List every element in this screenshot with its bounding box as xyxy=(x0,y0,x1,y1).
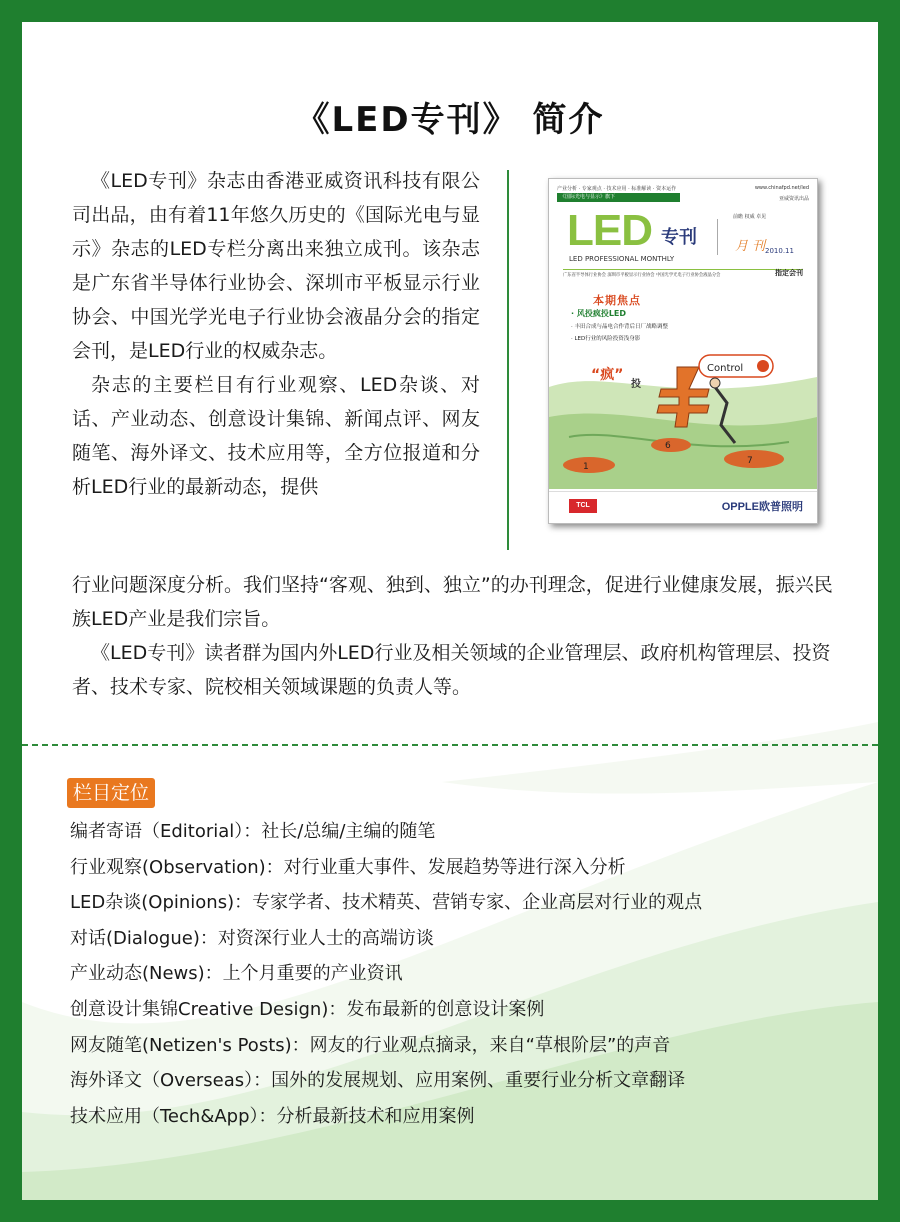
cover-date: 2010.11 xyxy=(765,247,794,255)
cover-logo-kan: 专刊 xyxy=(661,227,697,248)
section-label: 栏目定位 xyxy=(67,778,155,808)
cover-art-word-1: “疯” xyxy=(591,367,624,383)
column-item: 行业观察(Observation)：对行业重大事件、发展趋势等进行深入分析 xyxy=(70,856,626,878)
svg-text:7: 7 xyxy=(747,456,753,466)
cover-logo-led: LED xyxy=(567,206,652,255)
column-item: 技术应用（Tech&App）：分析最新技术和应用案例 xyxy=(70,1105,475,1127)
cover-brand-opple: OPPLE欧普照明 xyxy=(721,501,803,513)
cover-bottom-bar xyxy=(549,491,817,524)
cover-focus-title: 本期焦点 xyxy=(593,294,641,307)
column-item: 产业动态(News)：上个月重要的产业资讯 xyxy=(70,963,403,985)
cover-logo-subtitle: LED PROFESSIONAL MONTHLY xyxy=(569,255,675,263)
cover-headline-3: · LED行业的风险投资浅身影 xyxy=(571,336,641,342)
intro-text xyxy=(72,164,480,504)
continued-paragraph: 行业问题深度分析。我们坚持“客观、独到、独立”的办刊理念，促进行业健康发展，振兴民族LED产业是我们宗旨。 xyxy=(72,574,833,630)
column-item: 海外译文（Overseas）：国外的发展规划、应用案例、重要行业分析文章翻译 xyxy=(70,1070,686,1092)
dashed-divider xyxy=(22,744,878,746)
cover-art-word-2: 投 xyxy=(631,379,641,390)
column-item: 创意设计集锦Creative Design)：发布最新的创意设计案例 xyxy=(70,998,545,1020)
cover-headline-2: · 丰田合成与晶电合作背后日厂战略调整 xyxy=(571,324,668,330)
full-width-text xyxy=(72,568,842,704)
cover-tags: 前瞻 权威 卓见 xyxy=(733,214,767,220)
cover-site: www.chinafpd.net/led xyxy=(754,185,809,191)
column-item: LED杂谈(Opinions)：专家学者、技术精英、营销专家、企业高层对行业的观点 xyxy=(70,892,703,914)
readers-paragraph: 《LED专刊》读者群为国内外LED行业及相关领域的企业管理层、政府机构管理层、投资者、技术专家、院校相关领域课题的负责人等。 xyxy=(72,642,831,698)
cover-top-bar: 《国际光电与显示》旗下 xyxy=(557,193,680,202)
intro-paragraph-1: 《LED专刊》杂志由香港亚威资讯科技有限公司出品，由有着11年悠久历史的《国际光电与显示》杂志的LED专栏分离出来独立成刊。该杂志是广东省半导体行业协会、深圳市平板显示行业协会、中国光学光电子行业协会液晶分会的指定会刊，是LED行业的权威杂志。 xyxy=(72,170,480,362)
cover-illustration xyxy=(549,347,817,489)
cover-month: 月 刊 xyxy=(735,239,766,254)
cover-brand-tcl: TCL xyxy=(569,499,597,513)
divider-vertical xyxy=(507,170,509,550)
column-item: 网友随笔(Netizen's Posts)：网友的行业观点摘录，来自“草根阶层”的声音 xyxy=(70,1034,671,1056)
cover-divider xyxy=(717,219,718,255)
column-item: 编者寄语（Editorial）：社长/总编/主编的随笔 xyxy=(70,821,436,842)
intro-paragraph-2: 杂志的主要栏目有行业观察、LED杂谈、对话、产业动态、创意设计集锦、新闻点评、网友随笔、海外译文、技术应用等，全方位报道和分析LED行业的最新动态，提供 xyxy=(72,374,480,498)
column-list xyxy=(70,814,860,1134)
cover-publisher: 亚威资讯出品 xyxy=(778,196,809,202)
page-title: 《LED专刊》 简介 xyxy=(295,100,605,140)
svg-text:6: 6 xyxy=(665,441,671,451)
page-frame xyxy=(22,22,878,1200)
cover-headline-1: · 风投疯投LED xyxy=(571,309,627,318)
column-item: 对话(Dialogue)：对资深行业人士的高端访谈 xyxy=(70,927,434,949)
cover-art-control: Control xyxy=(707,363,744,374)
cover-designated: 指定会刊 xyxy=(775,269,803,277)
svg-text:1: 1 xyxy=(583,462,589,472)
cover-associations: 广东省半导体行业协会 深圳市平板显示行业协会 中国光学光电子行业协会液晶分会 xyxy=(563,269,803,278)
magazine-cover xyxy=(548,178,818,524)
cover-top-line: 产业分析 · 专家观点 · 技术应用 · 标准解读 · 资本运作 xyxy=(557,186,677,192)
